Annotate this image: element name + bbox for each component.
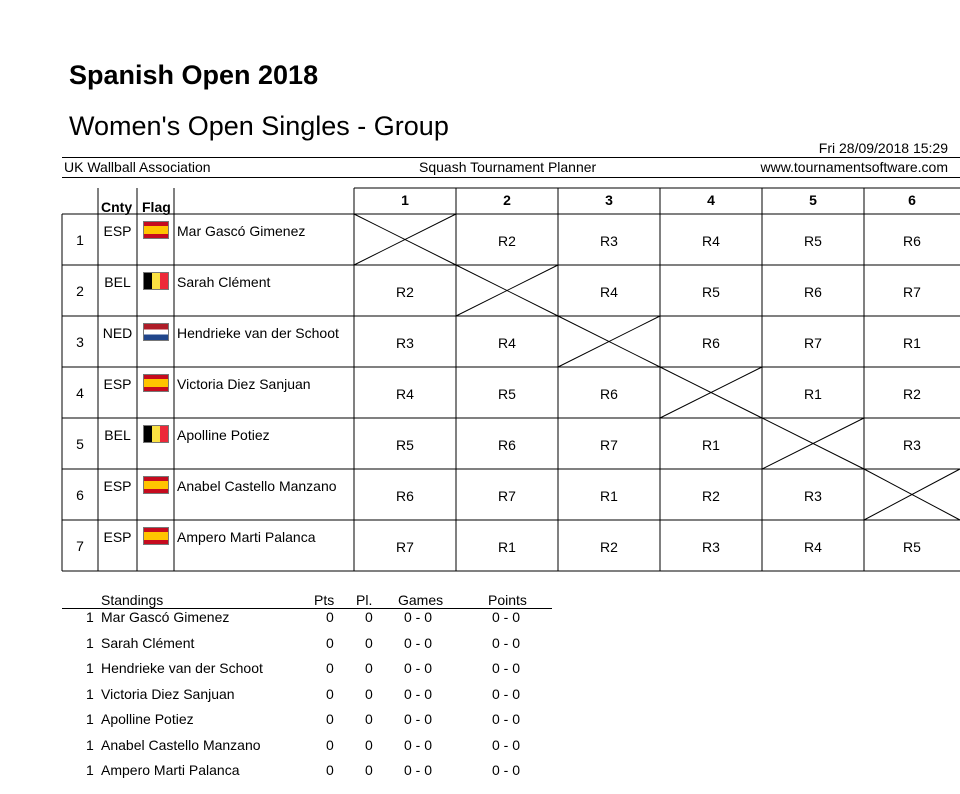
standings-points: 0 - 0 [492, 634, 521, 651]
belgium-flag-icon [143, 272, 169, 290]
standings-games: 0 - 0 [404, 660, 433, 676]
round-cell: R4 [702, 233, 720, 249]
belgium-flag-icon [143, 425, 169, 443]
round-cell: R3 [396, 335, 414, 351]
round-cell: R7 [600, 437, 618, 453]
standings-played: 0 [365, 609, 373, 625]
standings-rank: 1 [86, 660, 94, 676]
standings-pts: 0 [326, 711, 334, 727]
player-name: Anabel Castello Manzano [177, 478, 337, 494]
standings-header-pts: Pts [314, 592, 335, 608]
tournament-title: Spanish Open 2018 [69, 60, 319, 90]
player-name: Hendrieke van der Schoot [177, 325, 339, 341]
standings-games: 0 - 0 [404, 634, 433, 651]
standings-player-name: Sarah Clément [101, 634, 195, 651]
standings-player-name: Hendrieke van der Schoot [101, 660, 263, 676]
standings-points: 0 - 0 [492, 685, 521, 702]
round-cell: R2 [600, 539, 618, 555]
standings-player-name: Ampero Marti Palanca [101, 762, 240, 778]
round-cell: R5 [804, 233, 822, 249]
player-country: BEL [104, 274, 131, 290]
standings-player-name: Mar Gascó Gimenez [101, 609, 230, 625]
standings-player-name: Apolline Potiez [101, 711, 194, 727]
round-cell: R1 [600, 488, 618, 504]
standings-points: 0 - 0 [492, 609, 521, 625]
round-cell: R6 [600, 386, 618, 402]
column-header-country: Cnty [101, 199, 133, 215]
round-cell: R3 [600, 233, 618, 249]
standings-rank: 1 [86, 736, 94, 753]
standings-pts: 0 [326, 762, 334, 778]
player-country: ESP [103, 529, 132, 545]
player-name: Apolline Potiez [177, 427, 270, 443]
standings-played: 0 [365, 634, 373, 651]
standings-pts: 0 [326, 660, 334, 676]
round-cell: R4 [498, 335, 516, 351]
round-cell: R1 [903, 335, 921, 351]
draw-position: 2 [76, 283, 84, 299]
standings-games: 0 - 0 [404, 685, 433, 702]
draw-position: 3 [76, 334, 84, 350]
print-date: Fri 28/09/2018 15:29 [818, 140, 948, 156]
standings-played: 0 [365, 711, 373, 727]
standings-header-played: Pl. [356, 592, 373, 608]
standings-pts: 0 [326, 685, 334, 702]
standings-played: 0 [365, 736, 373, 753]
opponent-column-header: 5 [809, 192, 817, 208]
standings-rank: 1 [86, 609, 94, 625]
player-country: NED [102, 325, 133, 341]
standings-rank: 1 [86, 711, 94, 727]
round-cell: R5 [498, 386, 516, 402]
draw-position: 5 [76, 436, 84, 452]
round-cell: R6 [396, 488, 414, 504]
round-cell: R6 [903, 233, 921, 249]
player-name: Mar Gascó Gimenez [177, 223, 306, 239]
column-header-flag: Flag [142, 199, 171, 215]
standings-games: 0 - 0 [404, 609, 433, 625]
spain-flag-icon [143, 221, 169, 239]
standings-rank: 1 [86, 762, 94, 778]
draw-position: 7 [76, 538, 84, 554]
player-name: Victoria Diez Sanjuan [177, 376, 311, 392]
standings-played: 0 [365, 762, 373, 778]
player-name: Sarah Clément [177, 274, 271, 290]
round-cell: R2 [396, 284, 414, 300]
opponent-column-header: 6 [908, 192, 916, 208]
standings-points: 0 - 0 [492, 711, 521, 727]
round-cell: R5 [903, 539, 921, 555]
draw-position: 1 [76, 232, 84, 248]
draw-position: 6 [76, 487, 84, 503]
round-cell: R3 [702, 539, 720, 555]
spain-flag-icon [143, 476, 169, 494]
round-cell: R4 [600, 284, 618, 300]
standings-played: 0 [365, 660, 373, 676]
round-cell: R5 [396, 437, 414, 453]
round-cell: R4 [396, 386, 414, 402]
player-country: ESP [103, 478, 132, 494]
round-cell: R6 [498, 437, 516, 453]
organiser-name: UK Wallball Association [64, 159, 211, 175]
standings-rank: 1 [86, 685, 94, 702]
round-cell: R7 [804, 335, 822, 351]
standings-pts: 0 [326, 634, 334, 651]
standings-pts: 0 [326, 609, 334, 625]
round-cell: R7 [396, 539, 414, 555]
round-cell: R3 [804, 488, 822, 504]
round-cell: R6 [702, 335, 720, 351]
player-country: ESP [103, 223, 132, 239]
round-cell: R6 [804, 284, 822, 300]
round-cell: R1 [804, 386, 822, 402]
round-cell: R1 [702, 437, 720, 453]
standings-pts: 0 [326, 736, 334, 753]
round-cell: R5 [702, 284, 720, 300]
round-cell: R3 [903, 437, 921, 453]
standings-header-label: Standings [101, 592, 164, 608]
software-name: Squash Tournament Planner [419, 159, 597, 175]
opponent-column-header: 4 [707, 192, 715, 208]
standings-header-points: Points [488, 592, 527, 608]
round-cell: R2 [702, 488, 720, 504]
opponent-column-header: 3 [605, 192, 613, 208]
standings-points: 0 - 0 [492, 762, 521, 778]
player-country: BEL [104, 427, 131, 443]
standings-points: 0 - 0 [492, 660, 521, 676]
round-cell: R7 [498, 488, 516, 504]
player-name: Ampero Marti Palanca [177, 529, 316, 545]
netherlands-flag-icon [143, 323, 169, 341]
spain-flag-icon [143, 527, 169, 545]
standings-games: 0 - 0 [404, 736, 433, 753]
standings-player-name: Victoria Diez Sanjuan [101, 685, 235, 702]
standings-points: 0 - 0 [492, 736, 521, 753]
round-cell: R1 [498, 539, 516, 555]
round-cell: R4 [804, 539, 822, 555]
standings-games: 0 - 0 [404, 762, 433, 778]
standings-played: 0 [365, 685, 373, 702]
round-cell: R7 [903, 284, 921, 300]
player-country: ESP [103, 376, 132, 392]
round-cell: R2 [498, 233, 516, 249]
opponent-column-header: 1 [401, 192, 409, 208]
standings-header-games: Games [398, 592, 444, 608]
standings-games: 0 - 0 [404, 711, 433, 727]
standings-player-name: Anabel Castello Manzano [101, 736, 261, 753]
standings-rank: 1 [86, 634, 94, 651]
draw-position: 4 [76, 385, 84, 401]
round-cell: R2 [903, 386, 921, 402]
spain-flag-icon [143, 374, 169, 392]
website-url: www.tournamentsoftware.com [760, 159, 948, 175]
opponent-column-header: 2 [503, 192, 511, 208]
event-title: Women's Open Singles - Group [69, 111, 449, 141]
